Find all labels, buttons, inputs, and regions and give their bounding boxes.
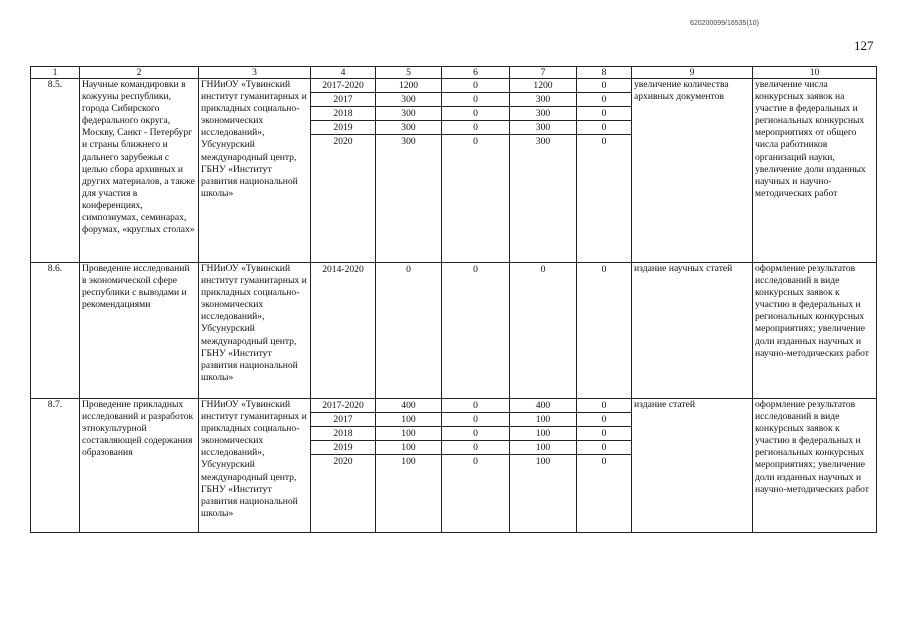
regional-cell: 100 [535,456,551,467]
executor-cell: ГНИиОУ «Тувинский институт гуманитарных и прикладных социально-экономических исследований», Убсунурский международный центр, ГБНУ «Институт развития национальной школы» [199,399,311,533]
header-cell: 2 [80,67,199,79]
federal-cell: 0 [442,413,509,427]
total-cell: 100 [401,456,416,467]
regional-cell: 100 [510,413,576,427]
regional-cell: 300 [535,136,551,147]
other-cell: 0 [601,456,607,467]
other-cell-group [577,263,632,399]
period-cell: 2017 [311,413,375,427]
period-cell: 2014-2020 [322,264,364,275]
period-cell-group [311,399,376,533]
other-cell-group [577,79,632,263]
other-cell: 0 [577,79,631,93]
other-cell: 0 [601,264,607,275]
header-cell: 4 [311,67,376,79]
regional-cell-group [510,263,577,399]
total-cell: 300 [376,107,441,121]
header-cell: 1 [31,67,80,79]
executor-cell: ГНИиОУ «Тувинский институт гуманитарных и прикладных социально-экономических исследований», Убсунурский международный центр, ГБНУ «Институт развития национальной школы» [199,79,311,263]
header-cell: 7 [510,67,577,79]
regional-cell: 400 [510,399,576,413]
row-number-cell: 8.6. [31,263,80,399]
activity-title-cell: Научные командировки в кожууны республики, города Сибирского федерального округа, Москву, Санкт - Петербург и страны ближнего и дальнего зарубежья с целью сбора архивных и других материалов, а также для участия в конференциях, симпозиумах, семинарах, форумах, «круглых столах» [80,79,199,263]
other-cell: 0 [577,441,631,455]
federal-cell: 0 [442,107,509,121]
other-cell: 0 [577,399,631,413]
period-cell-group [311,79,376,263]
header-cell: 5 [376,67,442,79]
total-cell: 300 [401,136,416,147]
regional-cell: 300 [510,107,576,121]
total-cell-group [376,399,442,533]
activity-title-cell: Проведение прикладных исследований и разработок этнокультурной составляющей содержания образования [80,399,199,533]
regional-cell: 1200 [510,79,576,93]
regional-cell: 100 [510,427,576,441]
regional-cell: 100 [510,441,576,455]
header-cell: 9 [632,67,753,79]
federal-cell: 0 [442,427,509,441]
program-table [30,66,877,533]
indicator-cell: оформление результатов исследований в виде конкурсных заявок к участию в федеральных и региональных конкурсных мероприятиях; увеличение доли изданных научных и научно-методических работ [753,399,877,533]
period-cell: 2020 [333,456,353,467]
total-cell: 100 [376,441,441,455]
federal-cell-group [442,79,510,263]
expected-result-cell: издание научных статей [632,263,753,399]
regional-cell: 300 [510,93,576,107]
activity-title-cell: Проведение исследований в экономической сфере республики с выводами и рекомендациями [80,263,199,399]
total-cell-group [376,263,442,399]
expected-result-cell: увеличение количества архивных документов [632,79,753,263]
total-cell: 400 [376,399,441,413]
executor-cell: ГНИиОУ «Тувинский институт гуманитарных и прикладных социально-экономических исследований», Убсунурский международный центр, ГБНУ «Институт развития национальной школы» [199,263,311,399]
total-cell: 300 [376,121,441,135]
page-number: 127 [854,38,874,53]
federal-cell: 0 [442,93,509,107]
federal-cell-group [442,263,510,399]
header-cell: 6 [442,67,510,79]
table-row [31,79,877,263]
total-cell-group [376,79,442,263]
federal-cell: 0 [442,399,509,413]
period-cell: 2017-2020 [311,79,375,93]
federal-cell: 0 [473,136,478,147]
total-cell: 1200 [376,79,441,93]
other-cell: 0 [577,413,631,427]
other-cell-group [577,399,632,533]
document-code: 620200099/16535(10) [690,20,759,27]
period-cell-group [311,263,376,399]
indicator-cell: увеличение числа конкурсных заявок на участие в федеральных и региональных конкурсных мероприятиях от общего числа работников организаций науки, увеличение доли изданных научных и научно-методических работ [753,79,877,263]
indicator-cell: оформление результатов исследований в виде конкурсных заявок к участию в федеральных и региональных конкурсных мероприятиях; увеличение доли изданных научных и научно-методических работ [753,263,877,399]
regional-cell-group [510,79,577,263]
other-cell: 0 [577,107,631,121]
period-cell: 2017-2020 [311,399,375,413]
federal-cell: 0 [442,79,509,93]
federal-cell: 0 [473,456,478,467]
header-cell: 8 [577,67,632,79]
federal-cell: 0 [473,264,478,275]
other-cell: 0 [577,427,631,441]
period-cell: 2019 [311,441,375,455]
federal-cell-group [442,399,510,533]
other-cell: 0 [577,121,631,135]
federal-cell: 0 [442,441,509,455]
expected-result-cell: издание статей [632,399,753,533]
total-cell: 0 [406,264,411,275]
table-row [31,263,877,399]
header-row [31,67,877,79]
table-row [31,399,877,533]
header-cell: 10 [753,67,877,79]
header-cell: 3 [199,67,311,79]
row-number-cell: 8.7. [31,399,80,533]
row-number-cell: 8.5. [31,79,80,263]
period-cell: 2020 [333,136,353,147]
period-cell: 2019 [311,121,375,135]
total-cell: 100 [376,413,441,427]
total-cell: 300 [376,93,441,107]
other-cell: 0 [601,136,607,147]
period-cell: 2018 [311,107,375,121]
regional-cell: 300 [510,121,576,135]
federal-cell: 0 [442,121,509,135]
regional-cell: 0 [540,264,546,275]
total-cell: 100 [376,427,441,441]
period-cell: 2018 [311,427,375,441]
other-cell: 0 [577,93,631,107]
regional-cell-group [510,399,577,533]
period-cell: 2017 [311,93,375,107]
